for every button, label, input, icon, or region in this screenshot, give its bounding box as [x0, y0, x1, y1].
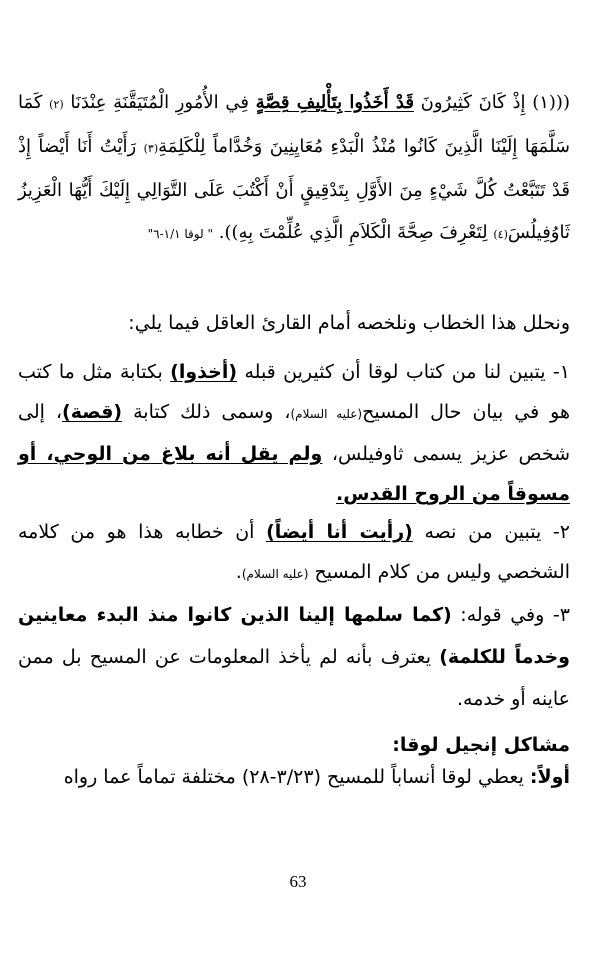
point-1-honorific: (عليه السلام) [290, 407, 363, 421]
luke-prologue-quote [18, 82, 570, 256]
point-2-text-c: . [235, 561, 242, 583]
point-3 [18, 594, 570, 720]
quote-reference: " لوقا ١/١-٦" [147, 227, 213, 241]
verse-number-4: (٤) [493, 228, 508, 241]
page-number: 63 [289, 872, 307, 891]
first-problem-label: أولاً: [529, 766, 570, 788]
verse-number-3: (٣) [143, 142, 159, 155]
quote-verse-2: كَمَا سَلَّمَهَا إِلَيْنَا الَّذِينَ كَانُوا مُنْذُ الْبَدْءِ مُعَايِنِينَ وَخُدَّاماً لِلْكَلِمَةِ [18, 92, 570, 157]
section-heading: مشاكل إنجيل لوقا: [392, 734, 570, 756]
point-1-story-phrase: (قصة) [62, 401, 123, 423]
quote-verse-3: رَأَيْتُ أَنَا أَيْضاً إِذْ قَدْ تَتَبَّعْتُ كُلَّ شَيْءٍ مِنَ الأَوَّلِ بِتَدْقِيقٍ أَنْ أَكْتُبَ عَلَى التَّوَالِي إِلَيْكَ أَيُّهَا الْعَزِيزُ ثَاوُفِيلُسَ [18, 136, 570, 243]
point-1 [18, 352, 570, 514]
quote-verse-1: فِي الأُمُورِ الْمُتَيَقَّنَةِ عِنْدَنَا [63, 92, 256, 113]
point-2-saw-phrase: (رأيت أنا أيضاً) [266, 521, 413, 543]
point-3-text-b: يعترف بأنه لم يأخذ المعلومات عن المسيح بل ممن عاينه أو خدمه. [18, 646, 570, 710]
point-1-text-b: بكتابة مثل ما كتب هو في بيان حال المسيح [18, 361, 571, 423]
first-problem [18, 762, 570, 792]
verse-number-2: (٢) [49, 98, 64, 111]
point-1-text-d: ، إلى شخص عزيز يسمى ثاوفيلس، [18, 401, 571, 465]
first-problem-text: يعطي لوقا أنساباً للمسيح (٣/٢٣-٢٨) مختلفة تماماً عما رواه [63, 766, 530, 788]
quote-verse-4: لِتَعْرِفَ صِحَّةَ الْكَلاَمِ الَّذِي عُلِّمْتَ بِهِ)). [218, 222, 494, 243]
point-2 [18, 512, 570, 594]
point-2-honorific: (عليه السلام) [241, 567, 309, 581]
analysis-intro: ونحلل هذا الخطاب ونلخصه أمام القارئ العاقل فيما يلي: [128, 312, 570, 334]
quote-underlined-phrase: قَدْ أَخَذُوا بِتَأْلِيفِ قِصَّةٍ [255, 92, 414, 113]
point-3-text-a: ٣- وفي قوله: [451, 604, 570, 626]
point-2-text-a: ٢- يتبين من نصه [412, 521, 570, 543]
point-1-text-c: ، وسمى ذلك كتابة [122, 401, 291, 423]
point-1-took-phrase: (أخذوا) [170, 361, 238, 383]
point-3-quote-phrase: (كما سلمها إلينا الذين كانوا منذ البدء معاينين وخدماً للكلمة) [18, 604, 570, 668]
point-2-text-b: أن خطابه هذا هو من كلامه الشخصي وليس من كلام المسيح [18, 521, 570, 583]
point-1-text-a: ١- يتبين لنا من كتاب لوقا أن كثيرين قبله [237, 361, 571, 383]
quote-opening: (((١) إِذْ كَانَ كَثِيرُونَ [413, 92, 570, 113]
point-1-revelation-phrase: ولم يقل أنه بلاغ من الوحي، أو مسوقاً من الروح القدس. [18, 443, 570, 505]
